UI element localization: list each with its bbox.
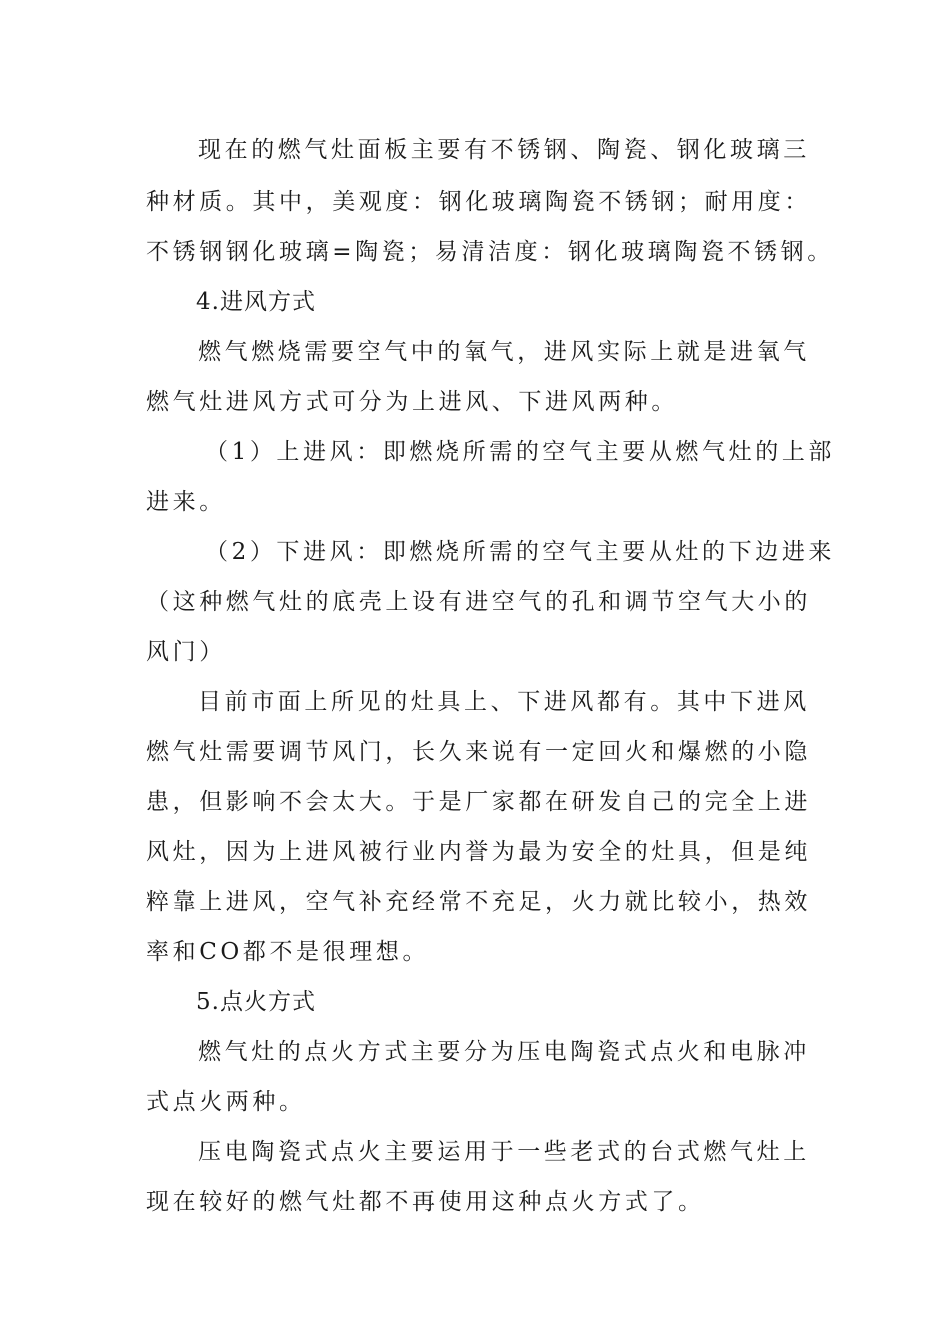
paragraph-line: （2）下进风：即燃烧所需的空气主要从灶的下边进来	[205, 539, 836, 565]
paragraph-line: 式点火两种。	[146, 1089, 306, 1115]
paragraph-line: 风门）	[146, 639, 226, 665]
paragraph-line: 进来。	[146, 489, 226, 515]
paragraph-line: 粹靠上进风，空气补充经常不充足，火力就比较小，热效	[146, 889, 811, 915]
paragraph-line: 率和CO都不是很理想。	[146, 939, 430, 965]
paragraph-line: 种材质。其中，美观度：钢化玻璃陶瓷不锈钢；耐用度：	[146, 189, 811, 215]
section-heading: 4.进风方式	[196, 289, 316, 315]
paragraph-line: 燃气燃烧需要空气中的氧气，进风实际上就是进氧气	[198, 339, 810, 365]
section-heading: 5.点火方式	[196, 989, 316, 1015]
paragraph-line: 患，但影响不会太大。于是厂家都在研发自己的完全上进	[146, 789, 811, 815]
paragraph-line: （这种燃气灶的底壳上设有进空气的孔和调节空气大小的	[146, 589, 811, 615]
paragraph-line: 不锈钢钢化玻璃=陶瓷；易清洁度：钢化玻璃陶瓷不锈钢。	[146, 239, 834, 265]
paragraph-line: 现在较好的燃气灶都不再使用这种点火方式了。	[146, 1189, 705, 1215]
paragraph-line: 燃气灶的点火方式主要分为压电陶瓷式点火和电脉冲	[198, 1039, 810, 1065]
paragraph-line: 现在的燃气灶面板主要有不锈钢、陶瓷、钢化玻璃三	[198, 137, 810, 163]
paragraph-line: 风灶，因为上进风被行业内誉为最为安全的灶具，但是纯	[146, 839, 811, 865]
paragraph-line: 压电陶瓷式点火主要运用于一些老式的台式燃气灶上	[198, 1139, 810, 1165]
paragraph-line: 燃气灶进风方式可分为上进风、下进风两种。	[146, 389, 678, 415]
paragraph-line: （1）上进风：即燃烧所需的空气主要从燃气灶的上部	[205, 439, 836, 465]
paragraph-line: 目前市面上所见的灶具上、下进风都有。其中下进风	[198, 689, 810, 715]
paragraph-line: 燃气灶需要调节风门，长久来说有一定回火和爆燃的小隐	[146, 739, 811, 765]
